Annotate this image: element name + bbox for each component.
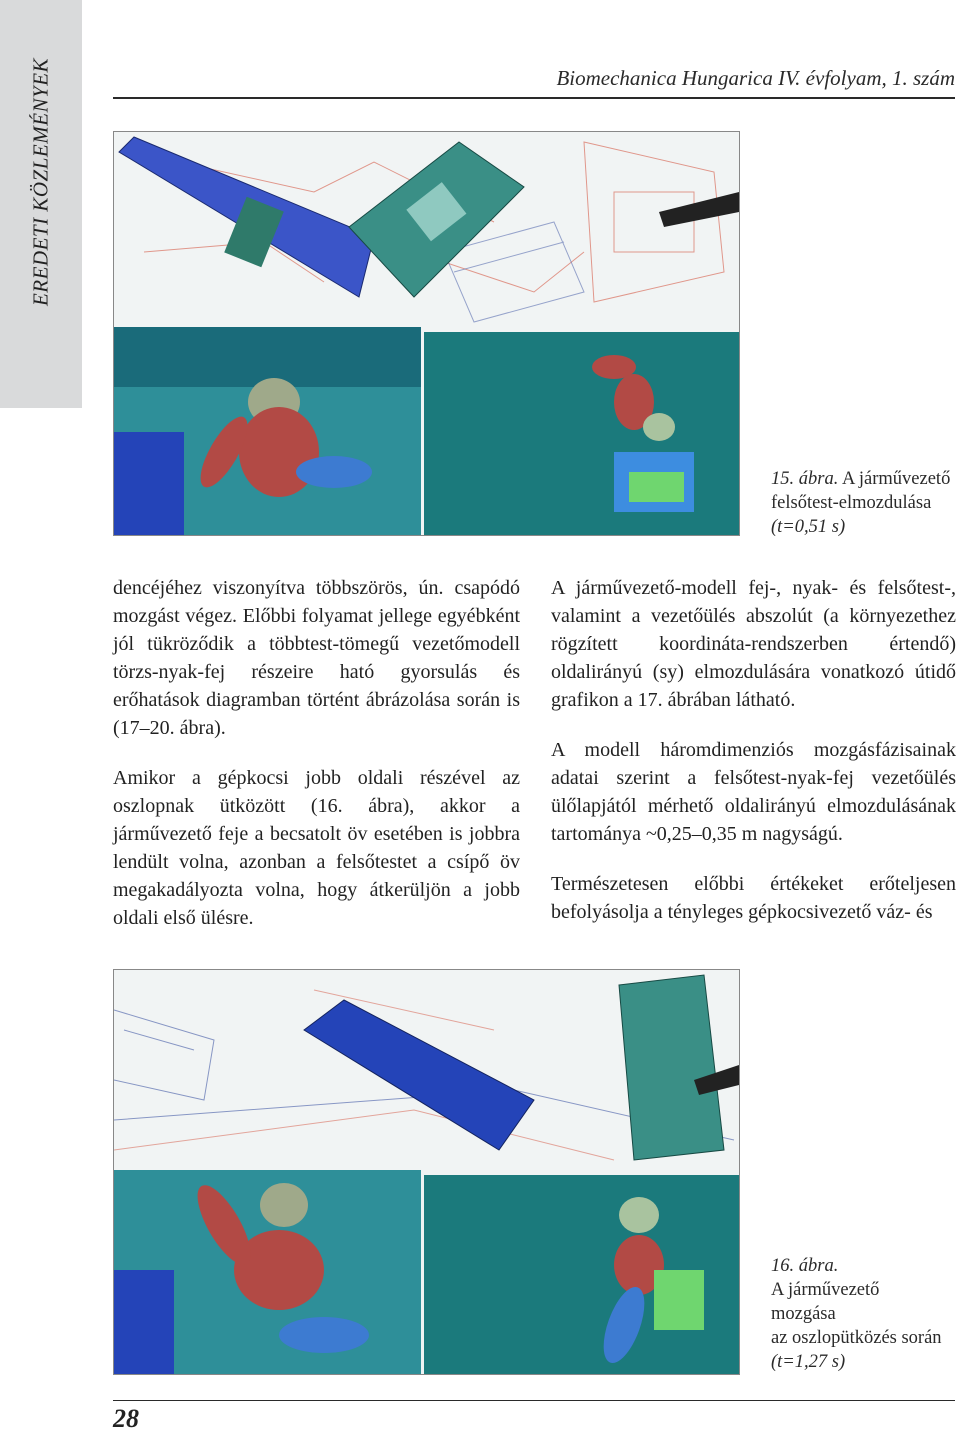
left-paragraph-2: Amikor a gépkocsi jobb oldali részével az oszlopnak ütközött (16. ábra), akkor a járművezető feje a becsatolt öv esetében is jobbra lendült volna, azonban a felsőtestet a csípő öv megakadályozta volna, hogy átkerüljön a jobb oldali első ülésre. [113, 767, 520, 929]
figure-15-caption-line1: A járművezető [841, 469, 951, 489]
header-rule [113, 97, 955, 99]
figure-16-caption-line3: az oszlopütközés során [771, 1328, 942, 1348]
figure-16-caption [771, 1254, 942, 1374]
left-paragraph-1: dencéjéhez viszonyítva többszörös, ún. csapódó mozgást végez. Előbbi folyamat jellege egyébként jól tükröződik a többtest-tömegű vezetőmodell törzs-nyak-fej részeire ható gyorsulás és erőhatások diagramban történt ábrázolása során is (17–20. ábra). [113, 577, 520, 739]
figure-16-time: (t=1,27 s) [771, 1352, 846, 1372]
figure-16-label: 16. ábra. [771, 1256, 839, 1276]
figure-16-image [113, 969, 740, 1375]
figure-16-caption-line1: A járművezető [771, 1280, 880, 1300]
right-paragraph-3: Természetesen előbbi értékeket erőteljesen befolyásolja a tényleges gépkocsivezető váz- és [551, 873, 956, 923]
section-side-tab [0, 0, 82, 408]
figure-16-caption-line2: mozgása [771, 1304, 836, 1324]
figure-15-time: (t=0,51 s) [771, 517, 846, 537]
left-column [113, 574, 520, 954]
figure-15-caption [771, 467, 950, 539]
footer-rule [113, 1400, 955, 1401]
figure-15-label: 15. ábra. [771, 469, 839, 489]
section-label: EREDETI KÖZLEMÉNYEK [28, 57, 53, 307]
page-number: 28 [113, 1404, 139, 1433]
figure-15-image [113, 131, 740, 536]
journal-header: Biomechanica Hungarica IV. évfolyam, 1. szám [556, 66, 955, 90]
figure-15-caption-line2: felsőtest-elmozdulása [771, 493, 932, 513]
right-column [551, 574, 956, 948]
right-paragraph-1: A járművezető-modell fej-, nyak- és felsőtest-, valamint a vezetőülés abszolút (a környezethez rögzített koordináta-rendszerben értendő) oldalirányú (sy) elmozdulására vonatkozó útidő grafikon a 17. ábrában látható. [551, 577, 956, 711]
right-paragraph-2: A modell háromdimenziós mozgásfázisainak adatai szerint a felsőtest-nyak-fej vezetőülés ülőlapjától mérhető oldalirányú elmozdulásának tartománya ~0,25–0,35 m nagyságú. [551, 739, 956, 845]
